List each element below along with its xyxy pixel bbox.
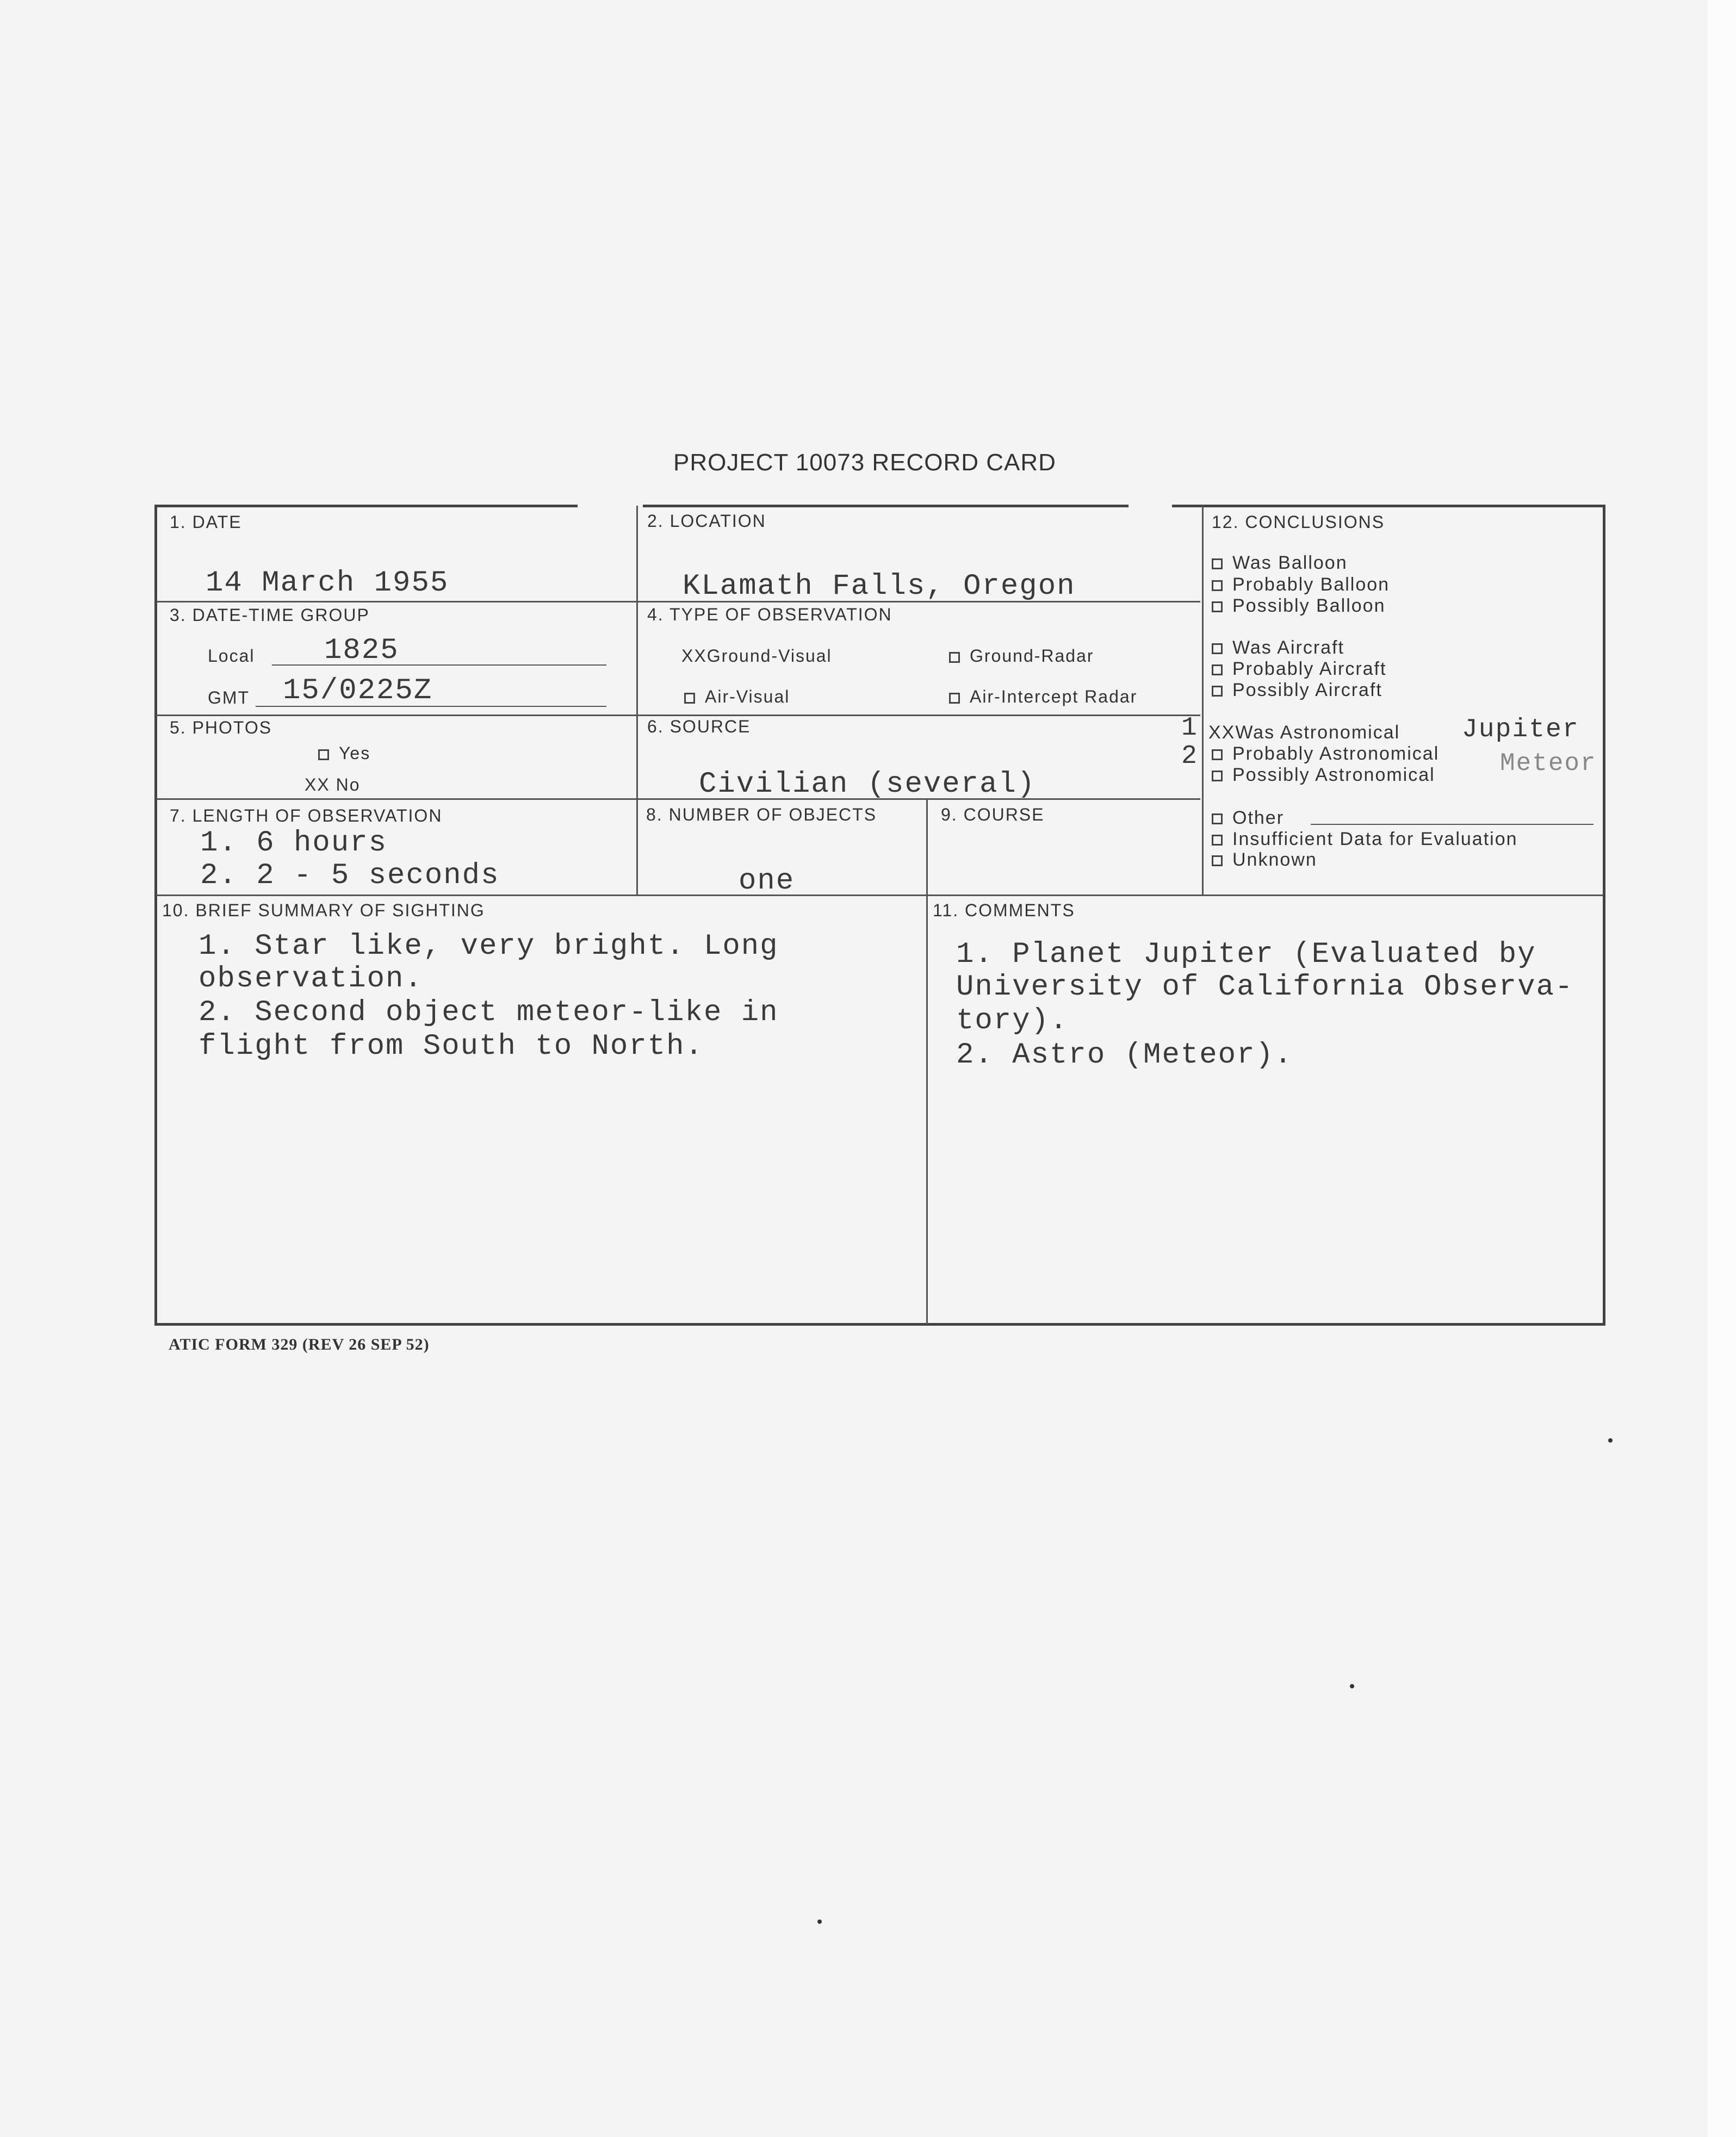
summary-line: observation. (199, 962, 423, 996)
conclusion-marker-2: 2 (1181, 742, 1198, 771)
comment-line: University of California Observa- (956, 971, 1574, 1004)
conclusion-marker-1: 1 (1181, 713, 1198, 743)
checkbox-icon (318, 749, 329, 760)
rule (636, 506, 638, 799)
card-title: PROJECT 10073 RECORD CARD (673, 449, 1056, 476)
gmt-label: GMT (208, 688, 250, 707)
checkbox-icon (1212, 580, 1223, 591)
comment-line: 2. Astro (Meteor). (956, 1039, 1293, 1072)
photos-label: 5. PHOTOS (170, 718, 272, 737)
form-footer: ATIC FORM 329 (REV 26 SEP 52) (169, 1335, 430, 1353)
checkbox-icon (1212, 601, 1223, 612)
checkbox-icon (949, 652, 960, 663)
conclusion-item: Probably Balloon (1212, 574, 1390, 595)
checkbox-icon (1212, 558, 1223, 569)
rule (156, 798, 1200, 800)
summary-line: 1. Star like, very bright. Long (199, 930, 779, 963)
checkbox-icon (1212, 749, 1223, 760)
conclusion-note-meteor: Meteor (1500, 749, 1597, 778)
conclusion-item: Possibly Aircraft (1212, 680, 1382, 701)
length-line-2: 2. 2 - 5 seconds (200, 859, 500, 892)
conclusion-item-selected: XXWas Astronomical (1208, 722, 1400, 743)
conclusion-item: Possibly Balloon (1212, 595, 1385, 617)
checkbox-icon (1212, 813, 1223, 824)
location-value: KLamath Falls, Oregon (683, 570, 1076, 603)
rule (1202, 506, 1204, 896)
air-visual-option: Air-Visual (684, 687, 790, 707)
ground-radar-option: Ground-Radar (949, 646, 1094, 666)
location-label: 2. LOCATION (647, 511, 766, 531)
conclusion-item: Was Balloon (1212, 552, 1348, 574)
conclusion-note-jupiter: Jupiter (1462, 715, 1579, 744)
summary-line: 2. Second object meteor-like in (199, 996, 779, 1029)
photos-no-option: XX No (305, 775, 361, 794)
ground-visual-option: XXGround-Visual (681, 646, 832, 666)
date-time-group-label: 3. DATE-TIME GROUP (170, 605, 370, 625)
scan-speck (1350, 1684, 1354, 1688)
rule (156, 715, 1200, 716)
checkbox-icon (949, 693, 960, 704)
conclusion-item: Probably Astronomical (1212, 743, 1439, 765)
conclusions-label: 12. CONCLUSIONS (1212, 512, 1385, 532)
checkbox-icon (1212, 643, 1223, 654)
checkbox-icon (1212, 686, 1223, 697)
checkbox-icon (1212, 835, 1223, 846)
rule (926, 799, 928, 1324)
photos-yes-option: Yes (318, 743, 370, 763)
checkbox-icon (1212, 664, 1223, 675)
checkbox-icon (1212, 771, 1223, 781)
local-label: Local (208, 646, 255, 666)
date-label: 1. DATE (170, 512, 242, 532)
length-of-observation-label: 7. LENGTH OF OBSERVATION (170, 806, 443, 825)
conclusion-item: Probably Aircraft (1212, 659, 1386, 680)
conclusion-item: Possibly Astronomical (1212, 765, 1435, 786)
conclusion-item: Was Aircraft (1212, 637, 1344, 659)
checkbox-icon (1212, 855, 1223, 866)
page-edge (1708, 0, 1736, 2137)
comment-line: 1. Planet Jupiter (Evaluated by (956, 938, 1536, 971)
course-label: 9. COURSE (941, 805, 1045, 824)
source-value: Civilian (several) (699, 768, 1036, 801)
number-of-objects-label: 8. NUMBER OF OBJECTS (646, 805, 877, 824)
length-line-1: 1. 6 hours (200, 827, 388, 860)
type-of-observation-label: 4. TYPE OF OBSERVATION (647, 605, 892, 624)
scan-speck (817, 1919, 822, 1924)
brief-summary-label: 10. BRIEF SUMMARY OF SIGHTING (162, 900, 485, 920)
number-of-objects-value: one (739, 865, 795, 898)
conclusion-item: Insufficient Data for Evaluation (1212, 829, 1518, 850)
conclusion-item: Unknown (1212, 849, 1317, 871)
rule (636, 799, 638, 895)
summary-line: flight from South to North. (199, 1030, 704, 1063)
comment-line: tory). (956, 1004, 1069, 1038)
checkbox-icon (684, 693, 695, 704)
local-value: 1825 (324, 634, 399, 667)
conclusion-item: Other (1212, 807, 1284, 829)
air-intercept-radar-option: Air-Intercept Radar (949, 687, 1137, 707)
gmt-value: 15/0225Z (283, 674, 433, 707)
comments-label: 11. COMMENTS (933, 900, 1075, 920)
date-value: 14 March 1955 (206, 567, 449, 600)
source-label: 6. SOURCE (647, 717, 751, 736)
scan-speck (1608, 1438, 1613, 1443)
rule (156, 894, 1603, 896)
